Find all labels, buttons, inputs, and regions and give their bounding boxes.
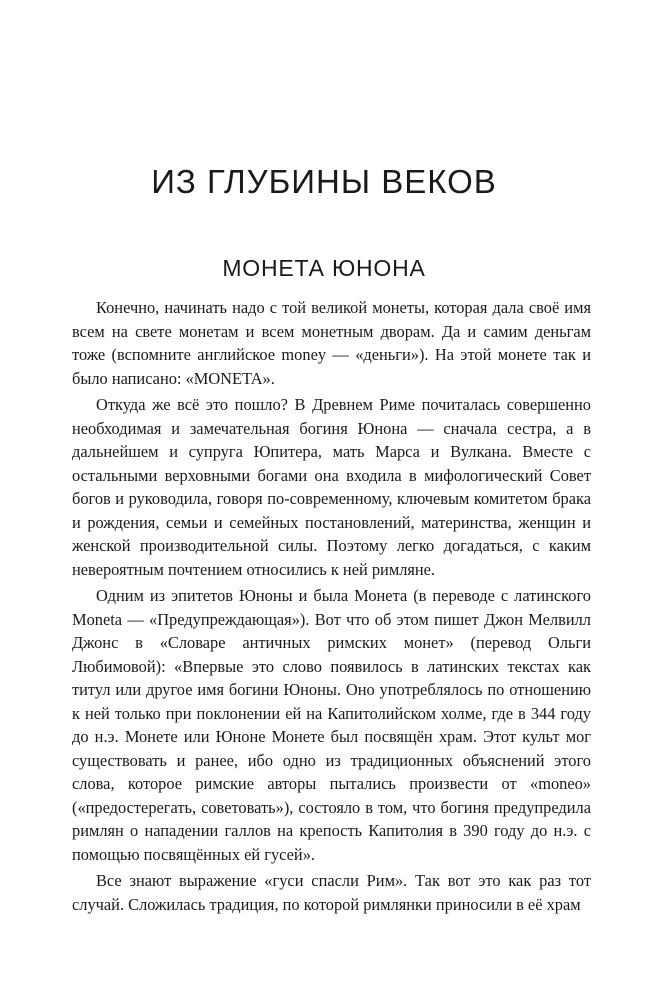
section-title: МОНЕТА ЮНОНА [222,255,426,281]
paragraph: Одним из эпитетов Юноны и была Монета (в переводе с латинского Moneta — «Предупреждающая»). Вот что об этом пишет Джон Мелвилл Джонс в «Словаре античных римских монет» (перевод Ольги Любимовой): «Впервые это слово появилось в латинских текстах как титул или другое имя богини Юноны. Оно употреблялось по отношению к ней только при поклонении ей на Капитолийском холме, где в 344 году до н.э. Монете или Юноне Монете был посвящён храм. Этот культ мог существовать и ранее, ибо одно из традиционных объяснений этого слова, которое римские авторы пытались произвести от «moneo» («предостерегать, советовать»), состояло в том, что богиня предупредила римлян о нападении галлов на крепость Капитолия в 390 году до н.э. с помощью посвящённых ей гусей». [72,586,591,864]
paragraph: Все знают выражение «гуси спасли Рим». Так вот это как раз тот случай. Сложилась традиция, по которой римлянки приносили в её храм [72,871,591,914]
body-text [72,296,591,916]
chapter-title: ИЗ ГЛУБИНЫ ВЕКОВ [151,163,497,200]
paragraph: Откуда же всё это пошло? В Древнем Риме почиталась совершенно необходимая и замечательная богиня Юнона — сначала сестра, а в дальнейшем и супруга Юпитера, мать Марса и Вулкана. Вместе с остальными верховными богами она входила в мифологический Совет богов и руководила, говоря по-современному, ключевым комитетом брака и рождения, семьи и семейных постановлений, материнства, женщин и женской производительной силы. Поэтому легко догадаться, с каким невероятным почтением относились к ней римляне. [72,395,591,579]
paragraph: Конечно, начинать надо с той великой монеты, которая дала своё имя всем на свете монетам и всем монетным дворам. Да и самим деньгам тоже (вспомните английское money — «деньги»). На этой монете так и было написано: «MONETA». [72,298,591,388]
